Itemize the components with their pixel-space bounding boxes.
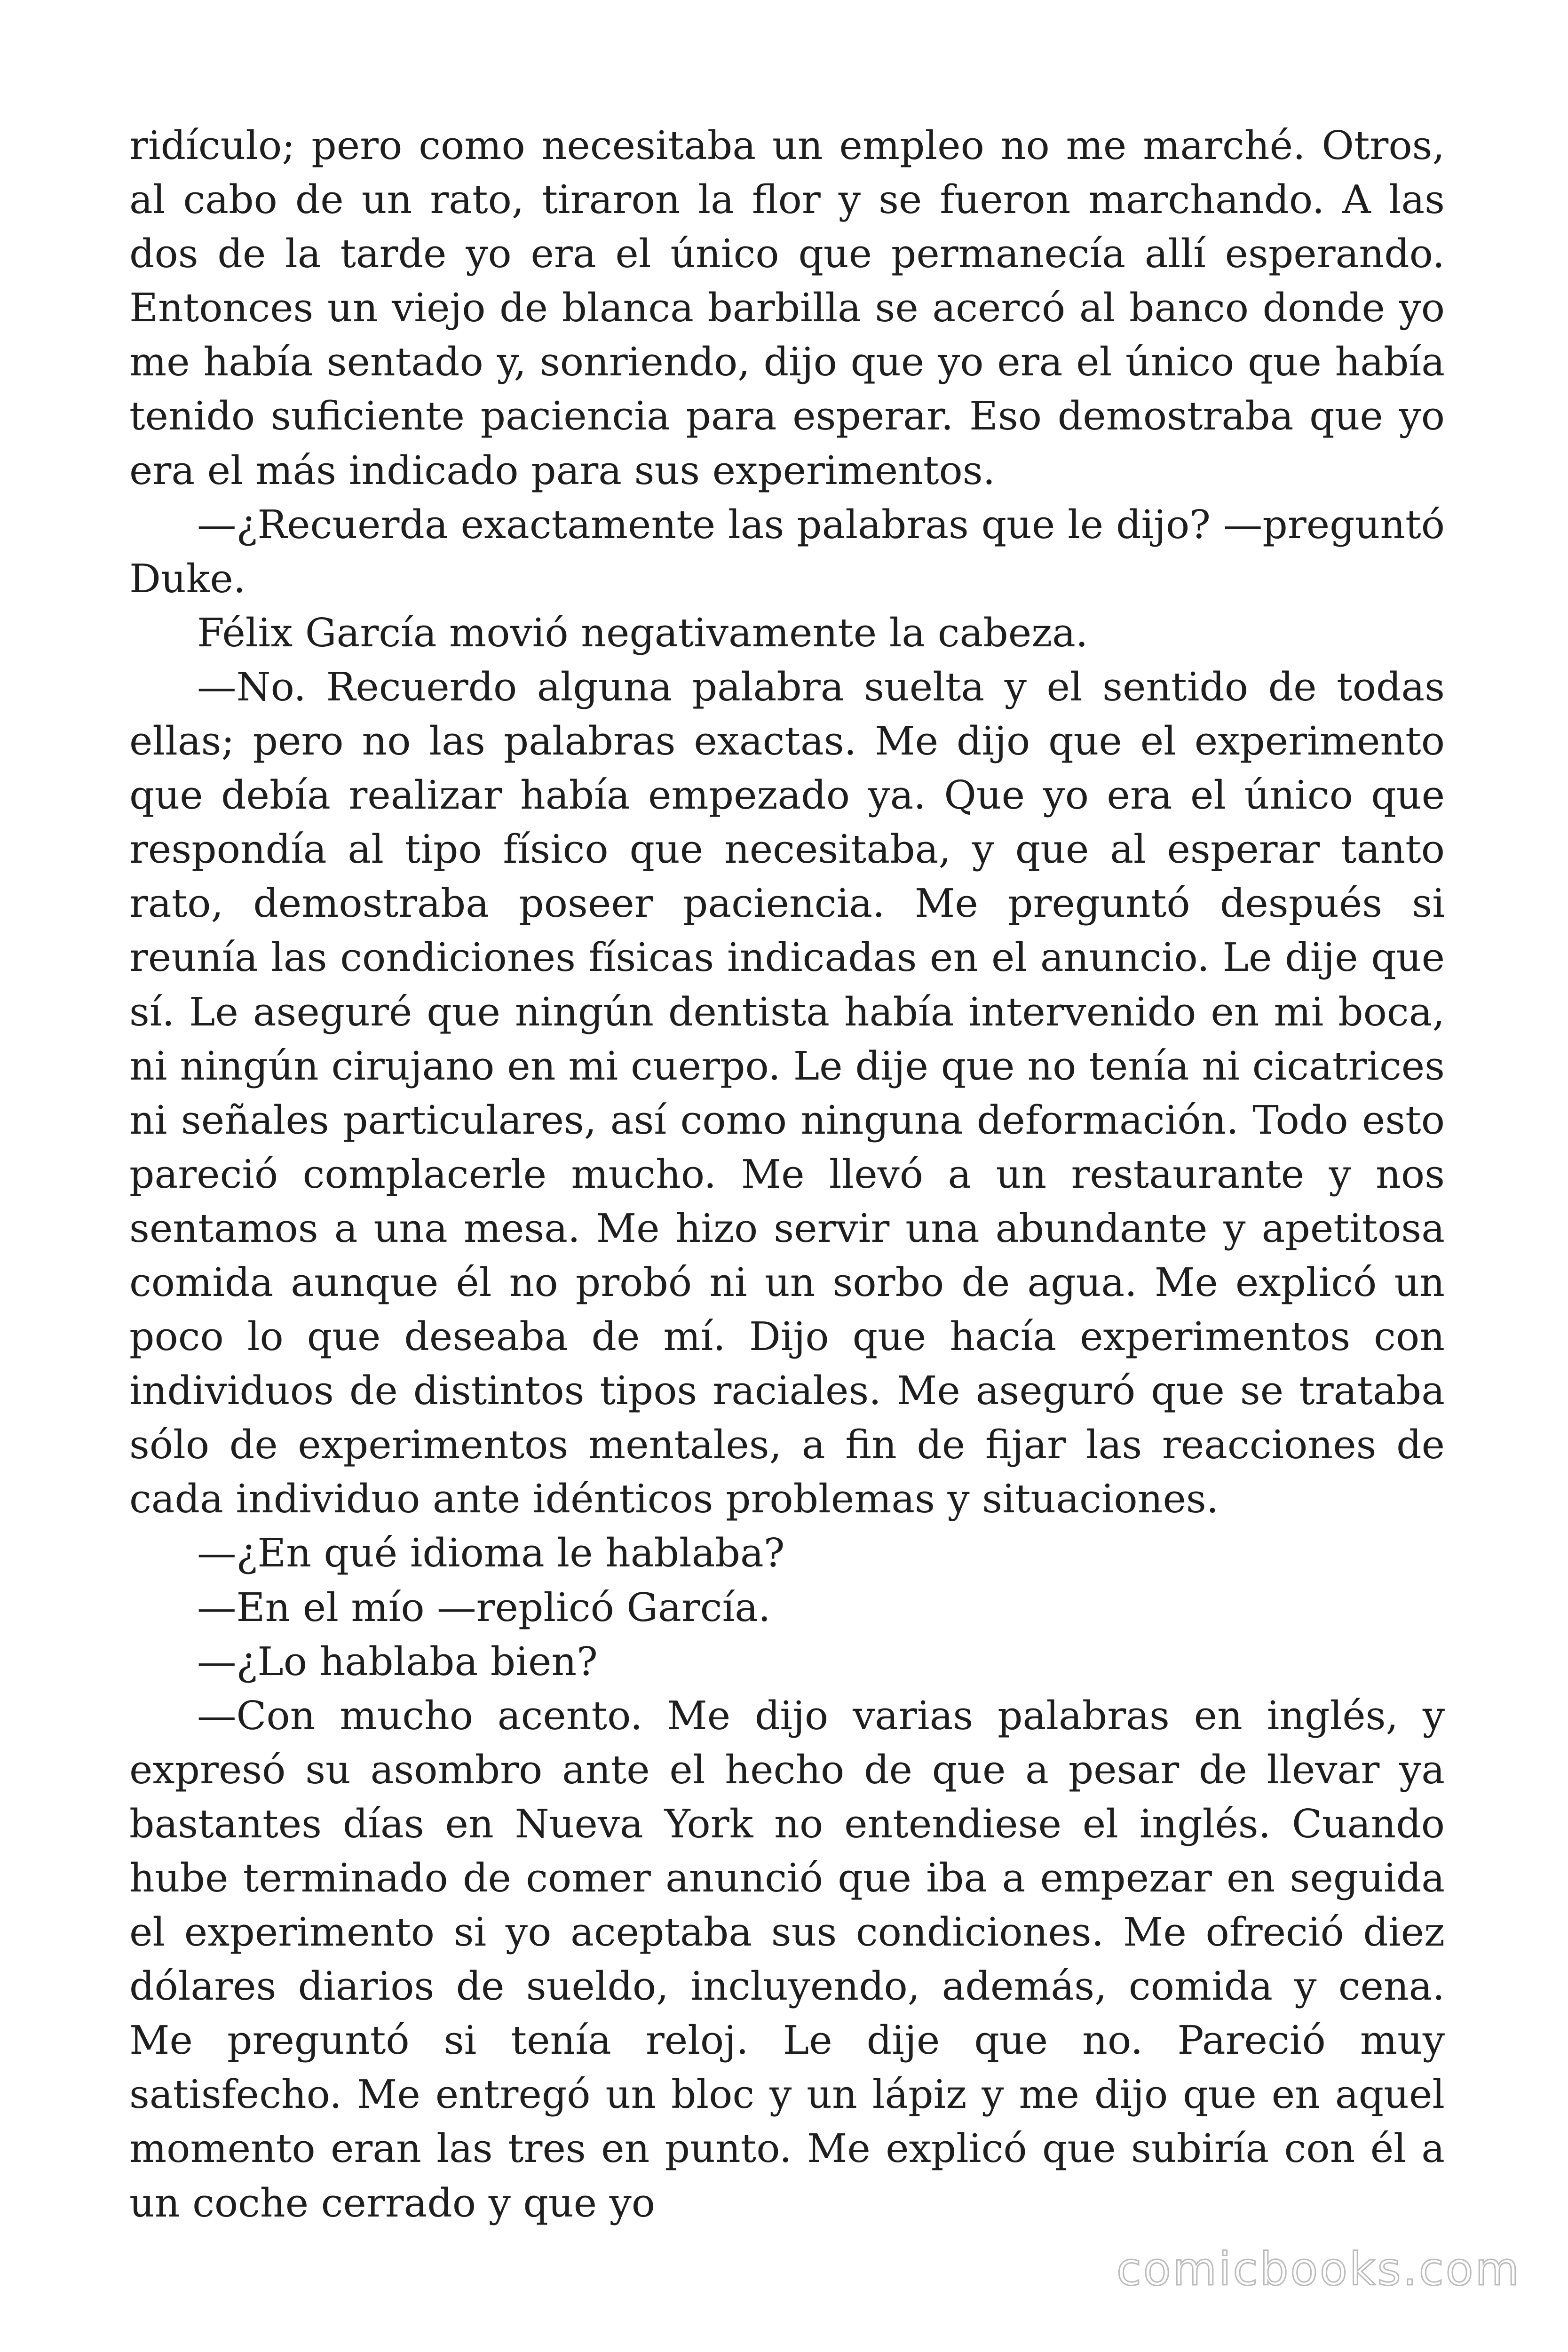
page-body-text	[129, 119, 1445, 2230]
paragraph: Félix García movió negativamente la cabeza.	[197, 609, 1088, 656]
paragraph: —No. Recuerdo alguna palabra suelta y el sentido de todas ellas; pero no las palabras exactas. Me dijo que el experimento que debía realizar había empezado ya. Que yo era el único que respondía al tipo físico que necesitaba, y que al esperar tanto rato, demostraba poseer paciencia. Me preguntó después si reunía las condiciones físicas indicadas en el anuncio. Le dije que sí. Le aseguré que ningún dentista había intervenido en mi boca, ni ningún cirujano en mi cuerpo. Le dije que no tenía ni cicatrices ni señales particulares, así como ninguna deformación. Todo esto pareció complacerle mucho. Me llevó a un restaurante y nos sentamos a una mesa. Me hizo servir una abundante y apetitosa comida aunque él no probó ni un sorbo de agua. Me explicó un poco lo que deseaba de mí. Dijo que hacía experimentos con individuos de distintos tipos raciales. Me aseguró que se trataba sólo de experimentos mentales, a fin de fijar las reacciones de cada individuo ante idénticos problemas y situaciones.	[129, 663, 1445, 1522]
paragraph: ridículo; pero como necesitaba un empleo no me marché. Otros, al cabo de un rato, tiraron la flor y se fueron marchando. A las dos de la tarde yo era el único que permanecía allí esperando. Entonces un viejo de blanca barbilla se acercó al banco donde yo me había sentado y, sonriendo, dijo que yo era el único que había tenido suficiente paciencia para esperar. Eso demostraba que yo era el más indicado para sus experimentos.	[129, 122, 1445, 493]
paragraph: —¿Lo hablaba bien?	[197, 1638, 598, 1685]
paragraph: —¿Recuerda exactamente las palabras que le dijo? —preguntó Duke.	[129, 501, 1445, 602]
paragraph: —Con mucho acento. Me dijo varias palabras en inglés, y expresó su asombro ante el hecho de que a pesar de llevar ya bastantes días en Nueva York no entendiese el inglés. Cuando hube terminado de comer anunció que iba a empezar en seguida el experimento si yo aceptaba sus condiciones. Me ofreció diez dólares diarios de sueldo, incluyendo, además, comida y cena. Me preguntó si tenía reloj. Le dije que no. Pareció muy satisfecho. Me entregó un bloc y un lápiz y me dijo que en aquel momento eran las tres en punto. Me explicó que subiría con él a un coche cerrado y que yo	[129, 1692, 1445, 2226]
watermark-text: comicbooks.com	[1116, 2243, 1521, 2296]
paragraph: —En el mío —replicó García.	[197, 1584, 771, 1630]
paragraph: —¿En qué idioma le hablaba?	[197, 1530, 785, 1576]
